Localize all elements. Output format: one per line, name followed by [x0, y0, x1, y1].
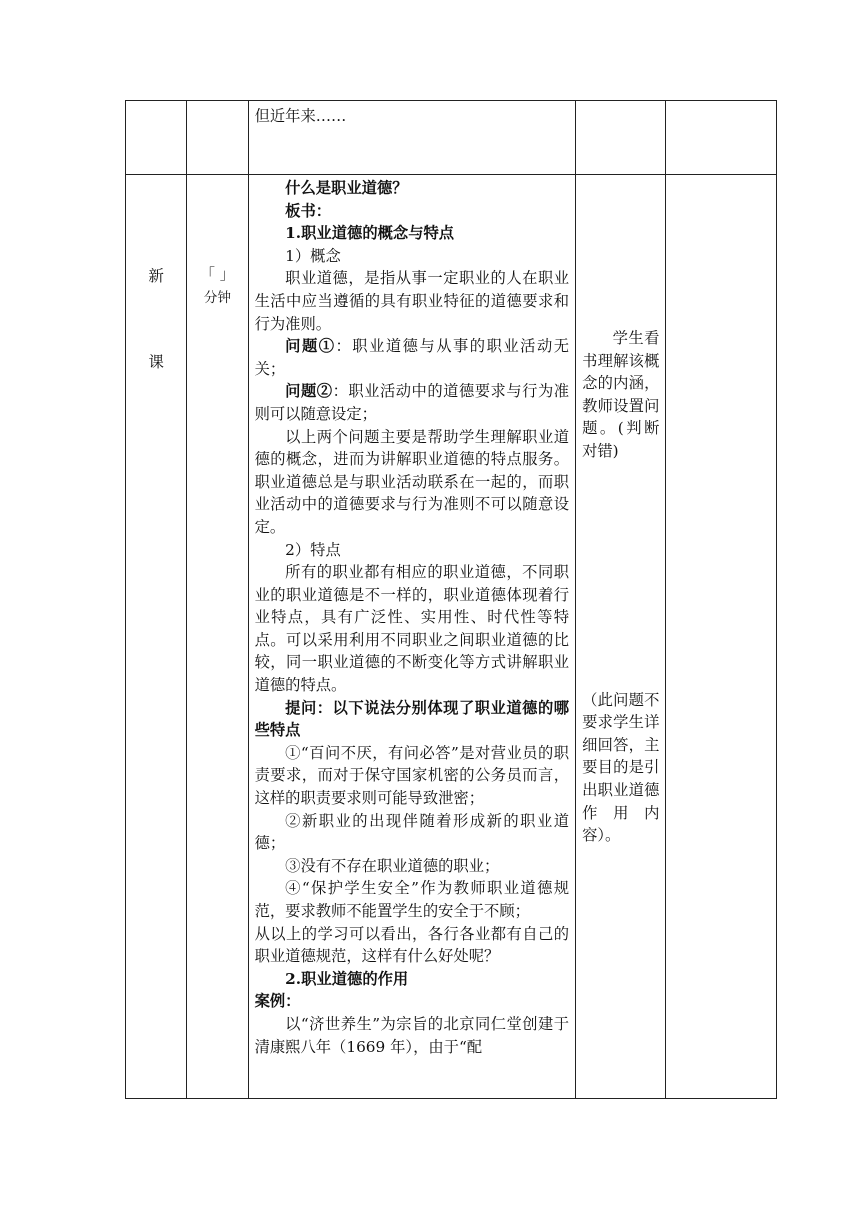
extra-cell-empty [666, 175, 777, 1099]
lesson-plan-table [125, 100, 777, 1099]
teaching-note-2: （此问题不要求学生详细回答，主要目的是引出职业道德作用内容）。 [582, 690, 660, 845]
content-text: 但近年来…… [254, 107, 347, 125]
list-item: ③没有不存在职业道德的职业； [285, 856, 500, 875]
category-cell [126, 175, 187, 1099]
subsection-concept: 1）概念 [285, 246, 341, 265]
question-2-label: 问题② [285, 382, 333, 401]
notes-cell [576, 175, 666, 1099]
question-1 [255, 335, 570, 380]
category-char-1: 新 [148, 267, 164, 285]
category-char-2: 课 [148, 353, 164, 371]
category-cell-empty [126, 101, 187, 175]
table-row [126, 101, 777, 175]
case-paragraph: 以“济世养生”为宗旨的北京同仁堂创建于清康熙八年（1669 年），由于“配 [254, 1014, 570, 1056]
section-heading-2: 2.职业道德的作用 [285, 969, 409, 988]
notes-cell-empty [576, 101, 666, 175]
question-1-text: ：职业道德与从事的职业活动无关； [254, 337, 570, 378]
subsection-features: 2）特点 [285, 540, 341, 559]
board-label: 板书： [285, 201, 332, 220]
duration-cell-empty [187, 101, 248, 175]
duration-cell [187, 175, 248, 1099]
duration-mark: 「 」 [200, 265, 235, 283]
list-item: ④“保护学生安全”作为教师职业道德规范，要求教师不能置学生的安全于不顾； [254, 879, 570, 920]
extra-cell-empty [666, 101, 777, 175]
question-1-label: 问题① [285, 337, 336, 356]
list-item: ①“百问不厌，有问必答”是对营业员的职责要求，而对于保守国家机密的公务员而言，这样的职责要求则可能导致泄密； [254, 743, 570, 808]
case-label: 案例： [254, 992, 301, 1011]
question-2 [255, 380, 570, 425]
explanation-paragraph: 以上两个问题主要是帮助学生理解职业道德的概念，进而为讲解职业道德的特点服务。职业道德总是与职业活动联系在一起的，而职业活动中的道德要求与行为准则不可以随意设定。 [254, 427, 570, 536]
question-intro: 什么是职业道德？ [285, 179, 408, 197]
table-row [126, 175, 777, 1099]
content-cell [248, 101, 576, 175]
question-prompt: 提问：以下说法分别体现了职业道德的哪些特点 [254, 698, 570, 740]
summary-paragraph: 从以上的学习可以看出，各行各业都有自己的职业道德规范，这样有什么好处呢？ [254, 924, 570, 966]
definition-paragraph: 职业道德，是指从事一定职业的人在职业生活中应当遵循的具有职业特征的道德要求和行为准则。 [254, 269, 570, 333]
duration-unit: 分钟 [203, 290, 231, 306]
content-cell [248, 175, 576, 1099]
features-paragraph: 所有的职业都有相应的职业道德，不同职业的职业道德是不一样的，职业道德体现着行业特点，具有广泛性、实用性、时代性等特点。可以采用利用不同职业之间职业道德的比较，同一职业道德的不断变化等方式讲解职业道德的特点。 [254, 563, 570, 695]
list-item: ②新职业的出现伴随着形成新的职业道德； [254, 811, 570, 853]
teaching-note-1: 学生看书理解该概念的内涵，教师设置问题。(判断对错) [582, 329, 660, 460]
section-heading-1: 1.职业道德的概念与特点 [285, 224, 455, 243]
question-2-text: ：职业活动中的道德要求与行为准则可以随意设定； [254, 382, 570, 423]
